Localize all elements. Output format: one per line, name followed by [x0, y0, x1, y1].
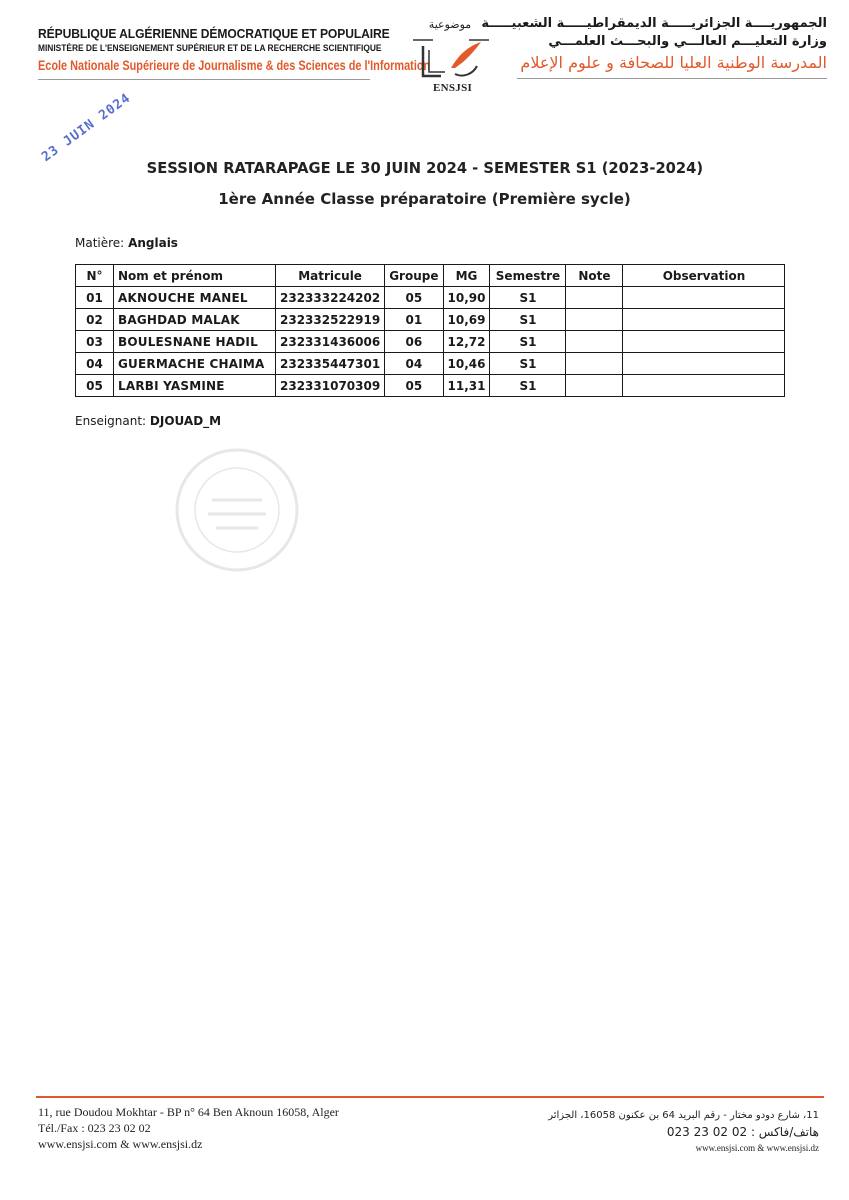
logo-motto: موضوعية	[428, 18, 472, 31]
table-row	[76, 375, 785, 397]
cell-matricule: 232332522919	[276, 309, 385, 331]
cell-observation	[623, 375, 785, 397]
cell-matricule: 232331070309	[276, 375, 385, 397]
official-seal-icon	[172, 440, 302, 580]
cell-number: 01	[76, 287, 114, 309]
cell-mg: 10,46	[443, 353, 490, 375]
footer-right-block	[548, 1108, 819, 1156]
cell-number: 05	[76, 375, 114, 397]
header-right-block	[481, 16, 827, 79]
cell-groupe: 04	[385, 353, 443, 375]
col-header-matricule: Matricule	[276, 265, 385, 287]
session-title	[0, 159, 849, 177]
header-right-divider	[517, 78, 827, 79]
footer-web-fr: www.ensjsi.com & www.ensjsi.dz	[38, 1137, 203, 1151]
cell-matricule: 232335447301	[276, 353, 385, 375]
cell-observation	[623, 287, 785, 309]
cell-note	[566, 309, 623, 331]
cell-note	[566, 331, 623, 353]
cell-name: GUERMACHE CHAIMA	[114, 353, 276, 375]
col-header-observation: Observation	[623, 265, 785, 287]
footer-web-ar: www.ensjsi.com & www.ensjsi.dz	[695, 1143, 819, 1153]
cell-groupe: 05	[385, 287, 443, 309]
cell-note	[566, 287, 623, 309]
republic-name-ar: الجمهوريــــة الجزائريـــــة الديمقراطيـــــة الشعبيـــــة	[481, 16, 827, 31]
table-row	[76, 287, 785, 309]
ministry-name-ar: وزارة التعليـــم العالـــي والبحـــث العلمـــي	[548, 34, 827, 49]
session-title-text: SESSION RATARAPAGE LE 30 JUIN 2024 - SEMESTER S1 (2023-2024)	[146, 159, 703, 177]
table-row	[76, 309, 785, 331]
cell-groupe: 06	[385, 331, 443, 353]
header-left-divider	[38, 79, 370, 80]
teacher-label: Enseignant:	[75, 414, 147, 428]
subject-label: Matière:	[75, 236, 125, 250]
cell-name: LARBI YASMINE	[114, 375, 276, 397]
cell-observation	[623, 331, 785, 353]
subject-value: Anglais	[128, 236, 178, 250]
cell-semestre: S1	[490, 331, 566, 353]
cell-observation	[623, 309, 785, 331]
table-row	[76, 331, 785, 353]
footer-tel-fr: Tél./Fax : 023 23 02 02	[38, 1121, 151, 1135]
cell-mg: 12,72	[443, 331, 490, 353]
cell-semestre: S1	[490, 353, 566, 375]
cell-number: 02	[76, 309, 114, 331]
footer-left-block	[38, 1104, 339, 1152]
cell-semestre: S1	[490, 309, 566, 331]
col-header-name: Nom et prénom	[114, 265, 276, 287]
subject-line	[75, 236, 178, 250]
cell-semestre: S1	[490, 375, 566, 397]
cell-mg: 11,31	[443, 375, 490, 397]
col-header-number: N°	[76, 265, 114, 287]
cell-name: BOULESNANE HADIL	[114, 331, 276, 353]
table-row	[76, 353, 785, 375]
logo-brand: ENSJSI	[433, 82, 473, 94]
cell-groupe: 01	[385, 309, 443, 331]
teacher-line	[75, 414, 221, 428]
grades-table	[75, 264, 785, 397]
cell-number: 03	[76, 331, 114, 353]
teacher-value: DJOUAD_M	[149, 414, 222, 428]
cell-number: 04	[76, 353, 114, 375]
school-name-fr: Ecole Nationale Supérieure de Journalisme & des Sciences de l'Information	[38, 57, 431, 73]
cell-mg: 10,90	[443, 287, 490, 309]
col-header-note: Note	[566, 265, 623, 287]
class-subtitle: 1ère Année Classe préparatoire (Première sycle)	[218, 190, 631, 208]
cell-semestre: S1	[490, 287, 566, 309]
footer-address-fr: 11, rue Doudou Mokhtar - BP n° 64 Ben Aknoun 16058, Alger	[38, 1105, 339, 1119]
cell-note	[566, 375, 623, 397]
footer-tel-ar: هاتف/فاكس : 02 02 23 023	[666, 1125, 819, 1139]
col-header-semestre: Semestre	[490, 265, 566, 287]
col-header-groupe: Groupe	[385, 265, 443, 287]
cell-name: AKNOUCHE MANEL	[114, 287, 276, 309]
col-header-mg: MG	[443, 265, 490, 287]
cell-note	[566, 353, 623, 375]
footer-address-ar: 11، شارع دودو مختار - رقم البريد 64 بن عكنون 16058، الجزائر	[548, 1110, 819, 1121]
cell-groupe: 05	[385, 375, 443, 397]
quill-book-icon	[411, 34, 491, 84]
cell-matricule: 232331436006	[276, 331, 385, 353]
ministry-name-fr: MINISTÈRE DE L'ENSEIGNEMENT SUPÉRIEUR ET DE LA RECHERCHE SCIENTIFIQUE	[38, 43, 382, 53]
table-header-row	[76, 265, 785, 287]
school-name-ar: المدرسة الوطنية العليا للصحافة و علوم الإعلام	[520, 53, 827, 72]
cell-mg: 10,69	[443, 309, 490, 331]
cell-observation	[623, 353, 785, 375]
cell-name: BAGHDAD MALAK	[114, 309, 276, 331]
header-left-block	[38, 26, 431, 80]
republic-name-fr: RÉPUBLIQUE ALGÉRIENNE DÉMOCRATIQUE ET POPULAIRE	[38, 26, 390, 41]
footer-divider	[36, 1096, 824, 1098]
cell-matricule: 232333224202	[276, 287, 385, 309]
date-stamp: 23 JUIN 2024	[39, 90, 134, 165]
